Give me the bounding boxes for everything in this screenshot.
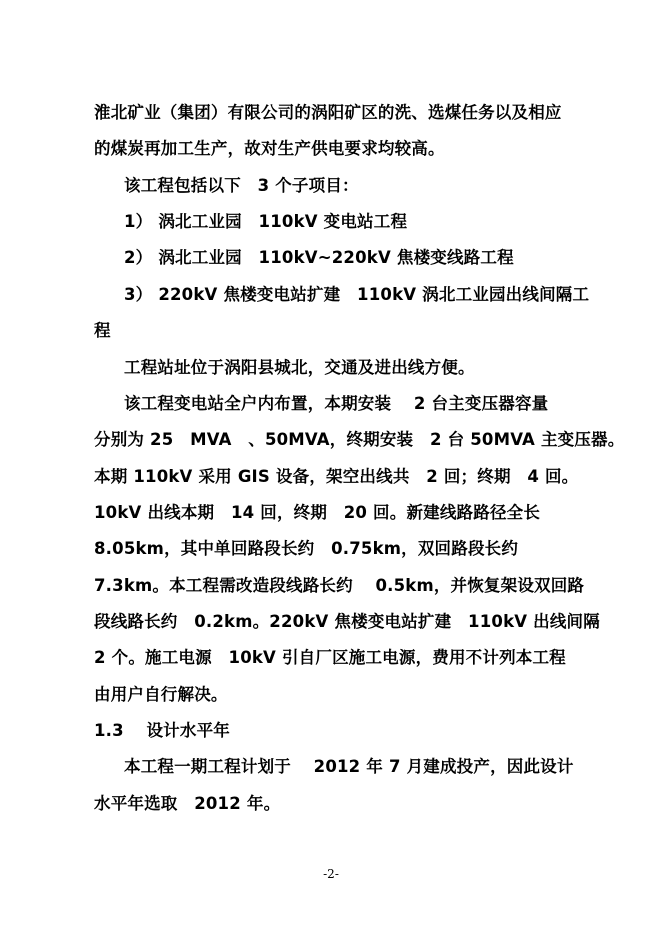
list-item: 2） 涡北工业园 110kV~220kV 焦楼变线路工程 <box>124 248 514 267</box>
paragraph-line: 7.3km。本工程需改造段线路长约 0.5km，并恢复架设双回路 <box>94 576 585 595</box>
paragraph-line: 10kV 出线本期 14 回，终期 20 回。新建线路路径全长 <box>94 503 541 522</box>
list-item: 3） 220kV 焦楼变电站扩建 110kV 涡北工业园出线间隔工 <box>124 285 590 304</box>
paragraph-line: 该工程变电站全户内布置，本期安装 2 台主变压器容量 <box>124 394 549 413</box>
paragraph-line: 本工程一期工程计划于 2012 年 7 月建成投产，因此设计 <box>124 757 574 776</box>
paragraph-line: 由用户自行解决。 <box>94 685 228 704</box>
paragraph-line: 程 <box>94 321 111 340</box>
paragraph-line: 8.05km，其中单回路段长约 0.75km，双回路段长约 <box>94 539 519 558</box>
paragraph-line: 本期 110kV 采用 GIS 设备，架空出线共 2 回；终期 4 回。 <box>94 467 579 486</box>
list-item: 1） 涡北工业园 110kV 变电站工程 <box>124 212 408 231</box>
paragraph-line: 工程站址位于涡阳县城北，交通及进出线方便。 <box>124 358 475 377</box>
page-number: -2- <box>323 867 339 881</box>
paragraph-line: 2 个。施工电源 10kV 引自厂区施工电源，费用不计列本工程 <box>94 648 566 667</box>
section-heading: 1.3 设计水平年 <box>94 721 230 740</box>
paragraph-line: 该工程包括以下 3 个子项目： <box>124 176 359 195</box>
paragraph-line: 水平年选取 2012 年。 <box>94 794 281 813</box>
paragraph-line: 淮北矿业（集团）有限公司的涡阳矿区的洗、选煤任务以及相应 <box>94 103 562 122</box>
paragraph-line: 分别为 25 MVA 、50MVA，终期安装 2 台 50MVA 主变压器。 <box>94 430 625 449</box>
paragraph-line: 的煤炭再加工生产，故对生产供电要求均较高。 <box>94 139 445 158</box>
paragraph-line: 段线路长约 0.2km。220kV 焦楼变电站扩建 110kV 出线间隔 <box>94 612 600 631</box>
